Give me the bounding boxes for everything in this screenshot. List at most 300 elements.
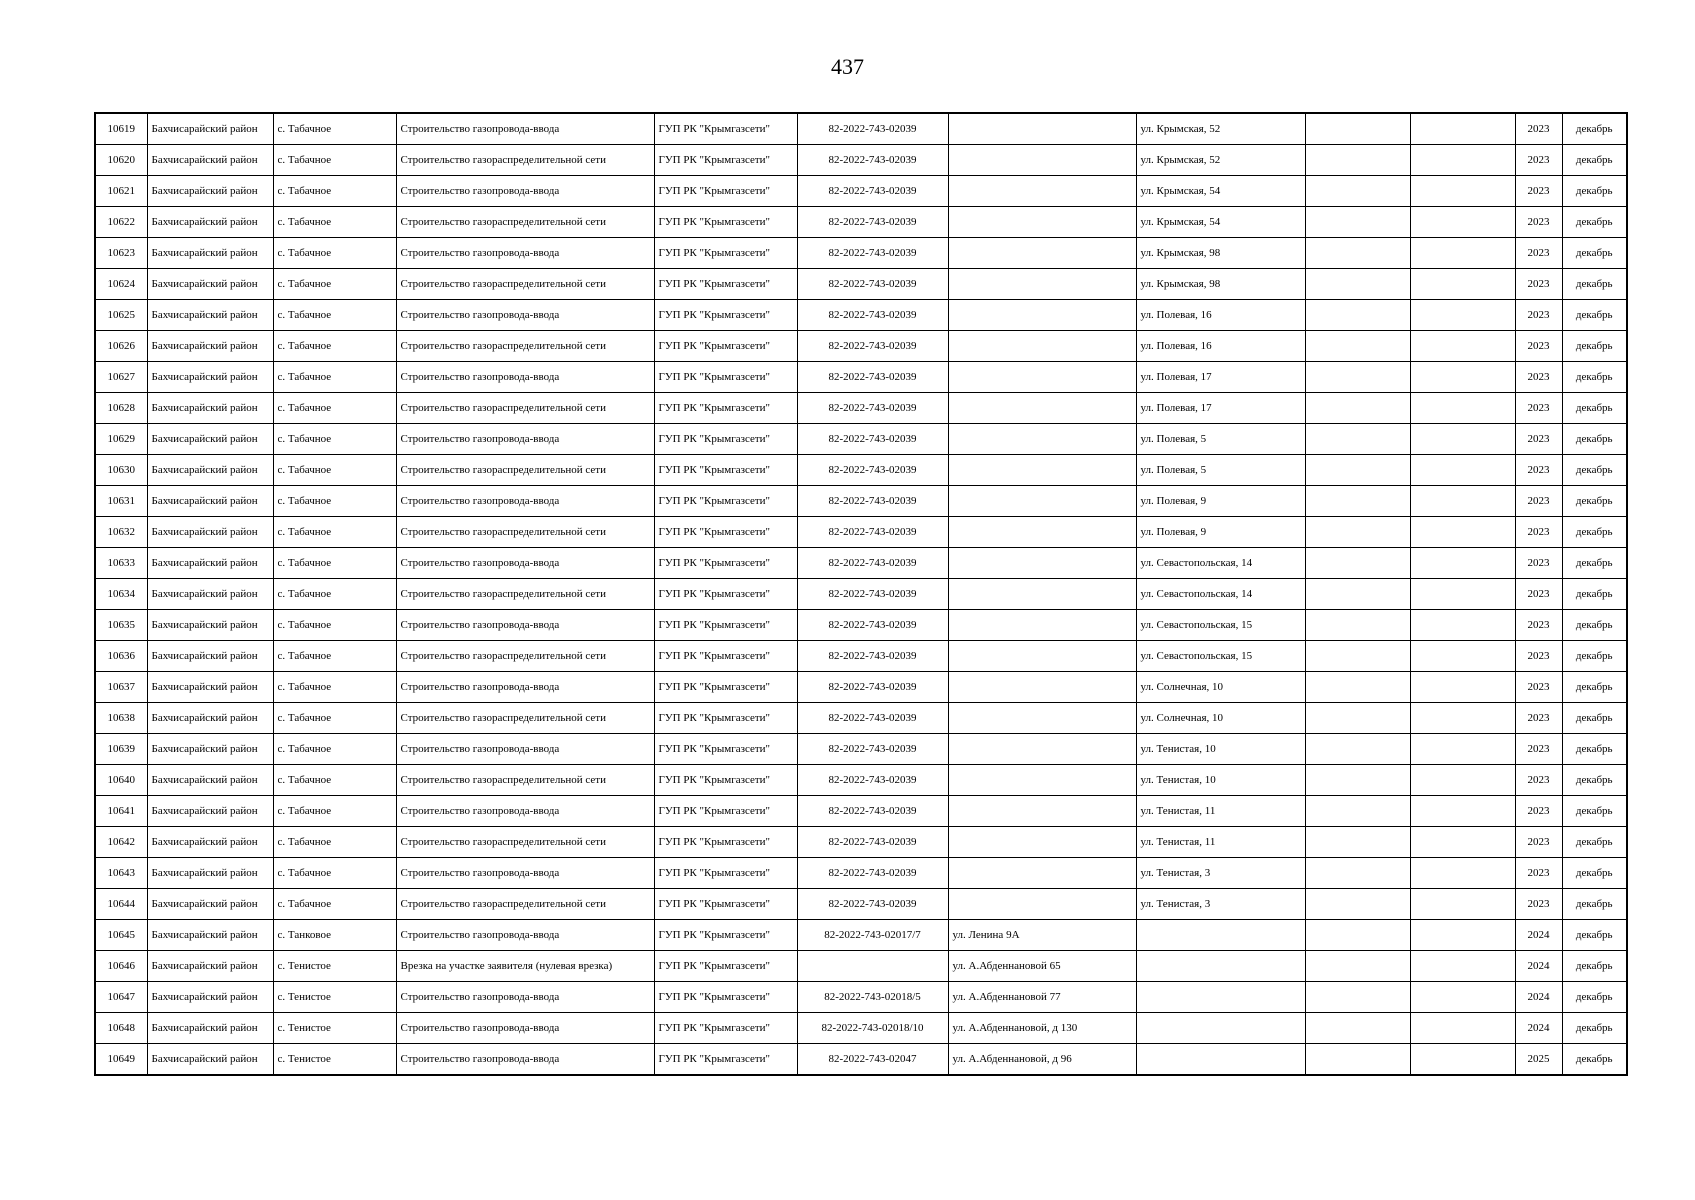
empty-cell [1410, 207, 1515, 238]
organization-cell: ГУП РК "Крымгазсети" [654, 238, 797, 269]
district-cell: Бахчисарайский район [147, 331, 273, 362]
permit-number-cell: 82-2022-743-02039 [797, 579, 948, 610]
district-cell: Бахчисарайский район [147, 920, 273, 951]
year-cell: 2023 [1515, 796, 1562, 827]
row-number: 10640 [95, 765, 147, 796]
empty-cell [1305, 548, 1410, 579]
settlement-cell: с. Табачное [273, 858, 396, 889]
table-row [95, 889, 1627, 920]
organization-cell: ГУП РК "Крымгазсети" [654, 920, 797, 951]
address-cell [948, 486, 1136, 517]
year-cell: 2024 [1515, 951, 1562, 982]
empty-cell [1410, 1013, 1515, 1044]
empty-cell [1305, 517, 1410, 548]
district-cell: Бахчисарайский район [147, 796, 273, 827]
permit-number-cell: 82-2022-743-02039 [797, 889, 948, 920]
organization-cell: ГУП РК "Крымгазсети" [654, 486, 797, 517]
work-type-cell: Строительство газораспределительной сети [396, 765, 654, 796]
organization-cell: ГУП РК "Крымгазсети" [654, 672, 797, 703]
table-row [95, 176, 1627, 207]
district-cell: Бахчисарайский район [147, 1044, 273, 1076]
address-cell [948, 176, 1136, 207]
table-row [95, 486, 1627, 517]
year-cell: 2024 [1515, 982, 1562, 1013]
work-type-cell: Строительство газопровода-ввода [396, 176, 654, 207]
permit-number-cell: 82-2022-743-02017/7 [797, 920, 948, 951]
year-cell: 2023 [1515, 703, 1562, 734]
work-type-cell: Строительство газопровода-ввода [396, 1044, 654, 1076]
empty-cell [1305, 982, 1410, 1013]
month-cell: декабрь [1562, 207, 1627, 238]
organization-cell: ГУП РК "Крымгазсети" [654, 176, 797, 207]
work-type-cell: Врезка на участке заявителя (нулевая врезка) [396, 951, 654, 982]
organization-cell: ГУП РК "Крымгазсети" [654, 331, 797, 362]
street-address-cell: ул. Солнечная, 10 [1136, 703, 1305, 734]
empty-cell [1305, 145, 1410, 176]
settlement-cell: с. Табачное [273, 579, 396, 610]
empty-cell [1410, 889, 1515, 920]
organization-cell: ГУП РК "Крымгазсети" [654, 703, 797, 734]
address-cell [948, 455, 1136, 486]
permit-number-cell: 82-2022-743-02039 [797, 393, 948, 424]
empty-cell [1305, 113, 1410, 145]
empty-cell [1410, 858, 1515, 889]
settlement-cell: с. Табачное [273, 641, 396, 672]
settlement-cell: с. Табачное [273, 269, 396, 300]
month-cell: декабрь [1562, 982, 1627, 1013]
empty-cell [1410, 951, 1515, 982]
permit-number-cell: 82-2022-743-02039 [797, 238, 948, 269]
empty-cell [1305, 238, 1410, 269]
row-number: 10646 [95, 951, 147, 982]
work-type-cell: Строительство газораспределительной сети [396, 579, 654, 610]
empty-cell [1410, 145, 1515, 176]
settlement-cell: с. Табачное [273, 113, 396, 145]
organization-cell: ГУП РК "Крымгазсети" [654, 517, 797, 548]
year-cell: 2023 [1515, 548, 1562, 579]
row-number: 10629 [95, 424, 147, 455]
work-type-cell: Строительство газопровода-ввода [396, 920, 654, 951]
permit-number-cell: 82-2022-743-02039 [797, 455, 948, 486]
street-address-cell: ул. Полевая, 17 [1136, 393, 1305, 424]
month-cell: декабрь [1562, 641, 1627, 672]
street-address-cell: ул. Крымская, 98 [1136, 269, 1305, 300]
settlement-cell: с. Табачное [273, 455, 396, 486]
empty-cell [1410, 393, 1515, 424]
address-cell [948, 517, 1136, 548]
street-address-cell: ул. Полевая, 16 [1136, 331, 1305, 362]
month-cell: декабрь [1562, 951, 1627, 982]
street-address-cell: ул. Севастопольская, 15 [1136, 641, 1305, 672]
year-cell: 2023 [1515, 424, 1562, 455]
table-row [95, 827, 1627, 858]
year-cell: 2023 [1515, 176, 1562, 207]
address-cell [948, 145, 1136, 176]
work-type-cell: Строительство газопровода-ввода [396, 113, 654, 145]
district-cell: Бахчисарайский район [147, 951, 273, 982]
street-address-cell: ул. Севастопольская, 14 [1136, 548, 1305, 579]
street-address-cell: ул. Тенистая, 3 [1136, 858, 1305, 889]
year-cell: 2025 [1515, 1044, 1562, 1076]
permit-number-cell: 82-2022-743-02039 [797, 703, 948, 734]
work-type-cell: Строительство газопровода-ввода [396, 548, 654, 579]
empty-cell [1305, 610, 1410, 641]
empty-cell [1410, 641, 1515, 672]
street-address-cell: ул. Тенистая, 3 [1136, 889, 1305, 920]
year-cell: 2023 [1515, 486, 1562, 517]
month-cell: декабрь [1562, 455, 1627, 486]
empty-cell [1305, 207, 1410, 238]
address-cell [948, 641, 1136, 672]
district-cell: Бахчисарайский район [147, 827, 273, 858]
year-cell: 2023 [1515, 269, 1562, 300]
work-type-cell: Строительство газопровода-ввода [396, 796, 654, 827]
row-number: 10630 [95, 455, 147, 486]
organization-cell: ГУП РК "Крымгазсети" [654, 1044, 797, 1076]
district-cell: Бахчисарайский район [147, 455, 273, 486]
address-cell [948, 579, 1136, 610]
permit-number-cell: 82-2022-743-02039 [797, 145, 948, 176]
month-cell: декабрь [1562, 579, 1627, 610]
empty-cell [1410, 517, 1515, 548]
settlement-cell: с. Тенистое [273, 951, 396, 982]
month-cell: декабрь [1562, 424, 1627, 455]
work-type-cell: Строительство газораспределительной сети [396, 207, 654, 238]
empty-cell [1305, 920, 1410, 951]
district-cell: Бахчисарайский район [147, 765, 273, 796]
street-address-cell: ул. Полевая, 9 [1136, 517, 1305, 548]
month-cell: декабрь [1562, 610, 1627, 641]
year-cell: 2023 [1515, 579, 1562, 610]
street-address-cell: ул. Полевая, 5 [1136, 455, 1305, 486]
settlement-cell: с. Табачное [273, 176, 396, 207]
street-address-cell: ул. Полевая, 5 [1136, 424, 1305, 455]
row-number: 10644 [95, 889, 147, 920]
empty-cell [1410, 796, 1515, 827]
empty-cell [1410, 672, 1515, 703]
table-row [95, 145, 1627, 176]
table-row [95, 1044, 1627, 1076]
month-cell: декабрь [1562, 145, 1627, 176]
district-cell: Бахчисарайский район [147, 610, 273, 641]
empty-cell [1410, 331, 1515, 362]
row-number: 10626 [95, 331, 147, 362]
empty-cell [1305, 703, 1410, 734]
permit-number-cell: 82-2022-743-02039 [797, 486, 948, 517]
district-cell: Бахчисарайский район [147, 703, 273, 734]
district-cell: Бахчисарайский район [147, 982, 273, 1013]
empty-cell [1305, 579, 1410, 610]
address-cell [948, 734, 1136, 765]
empty-cell [1410, 176, 1515, 207]
empty-cell [1305, 827, 1410, 858]
row-number: 10638 [95, 703, 147, 734]
empty-cell [1305, 486, 1410, 517]
address-cell: ул. А.Абденнановой 77 [948, 982, 1136, 1013]
work-type-cell: Строительство газораспределительной сети [396, 517, 654, 548]
organization-cell: ГУП РК "Крымгазсети" [654, 734, 797, 765]
street-address-cell: ул. Севастопольская, 14 [1136, 579, 1305, 610]
work-type-cell: Строительство газораспределительной сети [396, 641, 654, 672]
month-cell: декабрь [1562, 517, 1627, 548]
district-cell: Бахчисарайский район [147, 207, 273, 238]
settlement-cell: с. Тенистое [273, 982, 396, 1013]
work-type-cell: Строительство газораспределительной сети [396, 455, 654, 486]
permit-number-cell: 82-2022-743-02039 [797, 113, 948, 145]
address-cell: ул. А.Абденнановой, д 96 [948, 1044, 1136, 1076]
organization-cell: ГУП РК "Крымгазсети" [654, 455, 797, 486]
organization-cell: ГУП РК "Крымгазсети" [654, 424, 797, 455]
settlement-cell: с. Табачное [273, 734, 396, 765]
permit-number-cell: 82-2022-743-02039 [797, 424, 948, 455]
address-cell [948, 858, 1136, 889]
month-cell: декабрь [1562, 920, 1627, 951]
street-address-cell: ул. Тенистая, 11 [1136, 827, 1305, 858]
row-number: 10635 [95, 610, 147, 641]
street-address-cell: ул. Тенистая, 10 [1136, 734, 1305, 765]
empty-cell [1305, 765, 1410, 796]
address-cell [948, 672, 1136, 703]
year-cell: 2023 [1515, 641, 1562, 672]
address-cell [948, 331, 1136, 362]
work-type-cell: Строительство газораспределительной сети [396, 145, 654, 176]
street-address-cell [1136, 1013, 1305, 1044]
permit-number-cell: 82-2022-743-02039 [797, 827, 948, 858]
row-number: 10642 [95, 827, 147, 858]
month-cell: декабрь [1562, 393, 1627, 424]
row-number: 10643 [95, 858, 147, 889]
permit-number-cell: 82-2022-743-02039 [797, 641, 948, 672]
month-cell: декабрь [1562, 548, 1627, 579]
organization-cell: ГУП РК "Крымгазсети" [654, 548, 797, 579]
settlement-cell: с. Табачное [273, 672, 396, 703]
work-type-cell: Строительство газораспределительной сети [396, 331, 654, 362]
empty-cell [1410, 579, 1515, 610]
table-row [95, 703, 1627, 734]
settlement-cell: с. Табачное [273, 300, 396, 331]
permit-number-cell: 82-2022-743-02039 [797, 517, 948, 548]
organization-cell: ГУП РК "Крымгазсети" [654, 951, 797, 982]
district-cell: Бахчисарайский район [147, 145, 273, 176]
district-cell: Бахчисарайский район [147, 579, 273, 610]
table-row [95, 548, 1627, 579]
address-cell [948, 889, 1136, 920]
street-address-cell: ул. Полевая, 17 [1136, 362, 1305, 393]
month-cell: декабрь [1562, 113, 1627, 145]
year-cell: 2024 [1515, 920, 1562, 951]
organization-cell: ГУП РК "Крымгазсети" [654, 579, 797, 610]
row-number: 10637 [95, 672, 147, 703]
district-cell: Бахчисарайский район [147, 548, 273, 579]
month-cell: декабрь [1562, 858, 1627, 889]
settlement-cell: с. Табачное [273, 796, 396, 827]
work-type-cell: Строительство газопровода-ввода [396, 734, 654, 765]
table-row [95, 796, 1627, 827]
empty-cell [1305, 951, 1410, 982]
empty-cell [1410, 827, 1515, 858]
page-number: 437 [831, 54, 864, 79]
month-cell: декабрь [1562, 765, 1627, 796]
district-cell: Бахчисарайский район [147, 393, 273, 424]
settlement-cell: с. Табачное [273, 238, 396, 269]
row-number: 10641 [95, 796, 147, 827]
empty-cell [1305, 176, 1410, 207]
organization-cell: ГУП РК "Крымгазсети" [654, 145, 797, 176]
district-cell: Бахчисарайский район [147, 424, 273, 455]
street-address-cell: ул. Крымская, 54 [1136, 207, 1305, 238]
address-cell [948, 207, 1136, 238]
address-cell [948, 610, 1136, 641]
permit-number-cell: 82-2022-743-02039 [797, 672, 948, 703]
registry-table [94, 112, 1628, 1076]
month-cell: декабрь [1562, 269, 1627, 300]
work-type-cell: Строительство газораспределительной сети [396, 269, 654, 300]
year-cell: 2023 [1515, 145, 1562, 176]
district-cell: Бахчисарайский район [147, 858, 273, 889]
permit-number-cell: 82-2022-743-02039 [797, 176, 948, 207]
empty-cell [1410, 548, 1515, 579]
table-row [95, 393, 1627, 424]
address-cell [948, 796, 1136, 827]
empty-cell [1305, 1013, 1410, 1044]
permit-number-cell: 82-2022-743-02039 [797, 796, 948, 827]
table-row [95, 858, 1627, 889]
street-address-cell: ул. Крымская, 52 [1136, 113, 1305, 145]
address-cell [948, 238, 1136, 269]
permit-number-cell: 82-2022-743-02039 [797, 548, 948, 579]
settlement-cell: с. Табачное [273, 548, 396, 579]
year-cell: 2023 [1515, 672, 1562, 703]
row-number: 10625 [95, 300, 147, 331]
permit-number-cell: 82-2022-743-02047 [797, 1044, 948, 1076]
permit-number-cell [797, 951, 948, 982]
year-cell: 2023 [1515, 362, 1562, 393]
table-row [95, 1013, 1627, 1044]
empty-cell [1410, 765, 1515, 796]
address-cell [948, 548, 1136, 579]
table-row [95, 951, 1627, 982]
district-cell: Бахчисарайский район [147, 176, 273, 207]
empty-cell [1410, 113, 1515, 145]
empty-cell [1305, 889, 1410, 920]
empty-cell [1305, 455, 1410, 486]
table-row [95, 238, 1627, 269]
district-cell: Бахчисарайский район [147, 672, 273, 703]
year-cell: 2023 [1515, 207, 1562, 238]
year-cell: 2023 [1515, 610, 1562, 641]
row-number: 10631 [95, 486, 147, 517]
settlement-cell: с. Табачное [273, 331, 396, 362]
settlement-cell: с. Тенистое [273, 1013, 396, 1044]
month-cell: декабрь [1562, 176, 1627, 207]
organization-cell: ГУП РК "Крымгазсети" [654, 393, 797, 424]
permit-number-cell: 82-2022-743-02039 [797, 858, 948, 889]
organization-cell: ГУП РК "Крымгазсети" [654, 858, 797, 889]
table-row [95, 982, 1627, 1013]
work-type-cell: Строительство газораспределительной сети [396, 889, 654, 920]
work-type-cell: Строительство газопровода-ввода [396, 982, 654, 1013]
row-number: 10624 [95, 269, 147, 300]
work-type-cell: Строительство газопровода-ввода [396, 486, 654, 517]
district-cell: Бахчисарайский район [147, 1013, 273, 1044]
table-row [95, 672, 1627, 703]
district-cell: Бахчисарайский район [147, 517, 273, 548]
permit-number-cell: 82-2022-743-02039 [797, 207, 948, 238]
permit-number-cell: 82-2022-743-02039 [797, 765, 948, 796]
organization-cell: ГУП РК "Крымгазсети" [654, 982, 797, 1013]
settlement-cell: с. Табачное [273, 486, 396, 517]
district-cell: Бахчисарайский район [147, 734, 273, 765]
month-cell: декабрь [1562, 238, 1627, 269]
street-address-cell: ул. Тенистая, 11 [1136, 796, 1305, 827]
table-row [95, 331, 1627, 362]
organization-cell: ГУП РК "Крымгазсети" [654, 269, 797, 300]
empty-cell [1305, 269, 1410, 300]
address-cell [948, 300, 1136, 331]
row-number: 10621 [95, 176, 147, 207]
work-type-cell: Строительство газораспределительной сети [396, 827, 654, 858]
organization-cell: ГУП РК "Крымгазсети" [654, 113, 797, 145]
row-number: 10619 [95, 113, 147, 145]
organization-cell: ГУП РК "Крымгазсети" [654, 300, 797, 331]
month-cell: декабрь [1562, 486, 1627, 517]
row-number: 10633 [95, 548, 147, 579]
settlement-cell: с. Табачное [273, 393, 396, 424]
address-cell [948, 269, 1136, 300]
empty-cell [1305, 858, 1410, 889]
empty-cell [1410, 486, 1515, 517]
work-type-cell: Строительство газопровода-ввода [396, 424, 654, 455]
month-cell: декабрь [1562, 331, 1627, 362]
table-row [95, 734, 1627, 765]
permit-number-cell: 82-2022-743-02018/10 [797, 1013, 948, 1044]
year-cell: 2023 [1515, 858, 1562, 889]
year-cell: 2023 [1515, 827, 1562, 858]
empty-cell [1410, 238, 1515, 269]
street-address-cell: ул. Крымская, 54 [1136, 176, 1305, 207]
address-cell: ул. А.Абденнановой, д 130 [948, 1013, 1136, 1044]
permit-number-cell: 82-2022-743-02039 [797, 331, 948, 362]
settlement-cell: с. Табачное [273, 703, 396, 734]
street-address-cell: ул. Полевая, 16 [1136, 300, 1305, 331]
month-cell: декабрь [1562, 734, 1627, 765]
table-row [95, 269, 1627, 300]
empty-cell [1410, 703, 1515, 734]
month-cell: декабрь [1562, 300, 1627, 331]
table-row [95, 579, 1627, 610]
district-cell: Бахчисарайский район [147, 889, 273, 920]
empty-cell [1305, 734, 1410, 765]
empty-cell [1410, 920, 1515, 951]
table-row [95, 207, 1627, 238]
street-address-cell [1136, 951, 1305, 982]
empty-cell [1305, 424, 1410, 455]
table-row [95, 641, 1627, 672]
work-type-cell: Строительство газопровода-ввода [396, 672, 654, 703]
settlement-cell: с. Табачное [273, 145, 396, 176]
month-cell: декабрь [1562, 362, 1627, 393]
year-cell: 2023 [1515, 517, 1562, 548]
empty-cell [1305, 362, 1410, 393]
row-number: 10620 [95, 145, 147, 176]
row-number: 10648 [95, 1013, 147, 1044]
year-cell: 2023 [1515, 113, 1562, 145]
street-address-cell: ул. Солнечная, 10 [1136, 672, 1305, 703]
district-cell: Бахчисарайский район [147, 269, 273, 300]
month-cell: декабрь [1562, 1013, 1627, 1044]
permit-number-cell: 82-2022-743-02039 [797, 269, 948, 300]
address-cell [948, 393, 1136, 424]
